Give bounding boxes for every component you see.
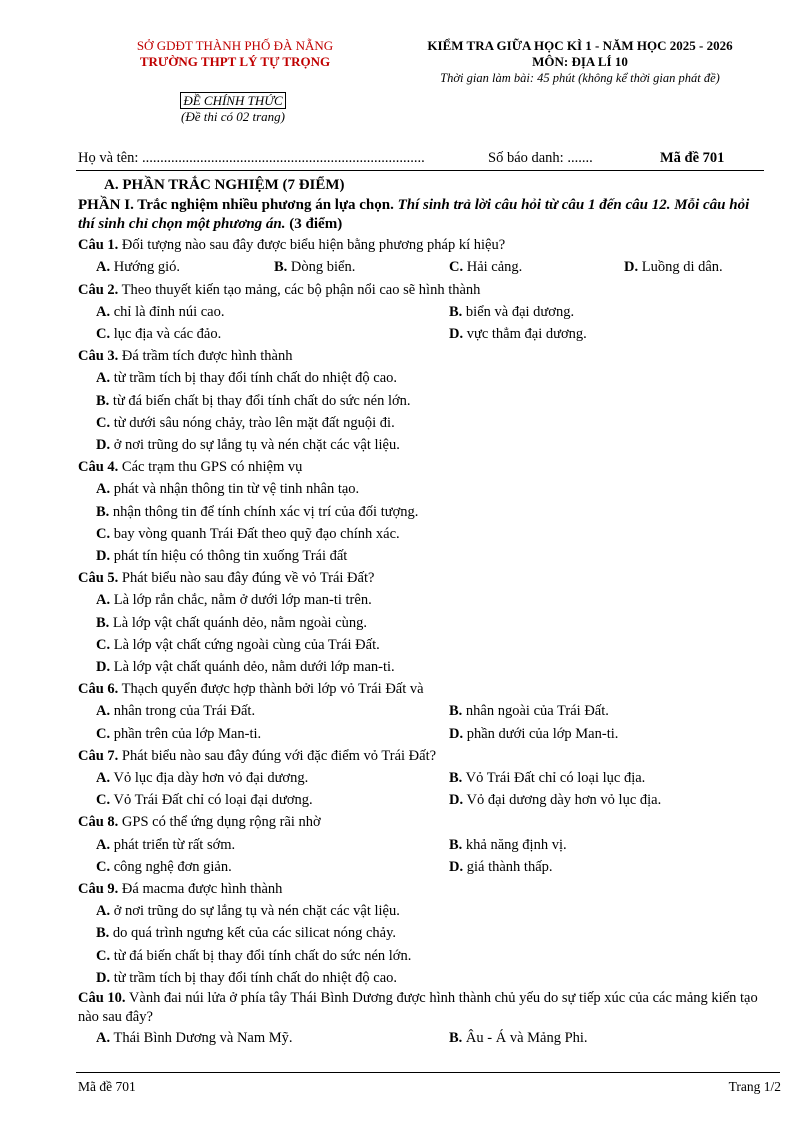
option-row (78, 301, 768, 323)
option-row (78, 523, 768, 545)
question-list (78, 234, 768, 1049)
answer-option (96, 637, 380, 653)
question-text: Vành đai núi lửa ở phía tây Thái Bình Dương được hình thành chủ yếu do sự tiếp xúc của các mảng kiến tạo nào sau đây? (78, 989, 758, 1025)
question-text: GPS có thể ứng dụng rộng rãi nhờ (118, 814, 321, 831)
question-text: Theo thuyết kiến tạo mảng, các bộ phận nổi cao sẽ hình thành (118, 281, 481, 298)
option-text: phần trên của lớp Man-ti. (113, 725, 262, 742)
pages-note: (Đề thi có 02 trang) (181, 109, 285, 124)
option-letter: D. (449, 325, 464, 342)
answer-option (96, 789, 313, 811)
option-text: Thái Bình Dương và Nam Mỹ. (113, 1029, 293, 1046)
option-letter: C. (96, 325, 111, 342)
option-letter: D. (96, 659, 111, 676)
answer-option (449, 700, 609, 722)
option-row (78, 589, 768, 611)
question-label: Câu 2. (78, 281, 119, 298)
option-row (78, 789, 768, 811)
answer-option (449, 256, 522, 278)
option-text: từ trầm tích bị thay đổi tính chất do nhiệt độ cao. (113, 969, 398, 986)
question-text: Đá trầm tích được hình thành (118, 348, 293, 365)
answer-option (449, 723, 618, 745)
option-letter: B. (449, 1029, 463, 1046)
option-text: Hải cảng. (466, 259, 523, 276)
answer-option (96, 437, 400, 453)
option-letter: A. (96, 592, 111, 609)
option-letter: A. (96, 259, 111, 276)
option-row (78, 434, 768, 456)
option-text: Luồng di dân. (641, 259, 723, 276)
answer-option (96, 1027, 293, 1049)
section-title: A. PHẦN TRẮC NGHIỆM (7 ĐIỂM) (104, 177, 345, 193)
option-text: từ trầm tích bị thay đổi tính chất do nhiệt độ cao. (113, 370, 398, 387)
answer-option (96, 700, 255, 722)
question-label: Câu 7. (78, 747, 119, 764)
option-row (78, 945, 768, 967)
question-text: Phát biểu nào sau đây đúng với đặc điểm vỏ Trái Đất? (118, 747, 437, 764)
option-letter: B. (96, 503, 110, 520)
option-text: nhân trong của Trái Đất. (113, 703, 256, 720)
school-name: TRƯỜNG THPT LÝ TỰ TRỌNG (139, 54, 331, 69)
option-letter: D. (624, 259, 639, 276)
time-note: Thời gian làm bài: 45 phút (không kể thời gian phát đề) (440, 71, 720, 85)
question (78, 678, 768, 700)
option-letter: A. (96, 481, 111, 498)
official-block (100, 92, 366, 125)
question-text: Đối tượng nào sau đây được biểu hiện bằng phương pháp kí hiệu? (118, 237, 506, 254)
answer-option (96, 767, 308, 789)
divider (76, 170, 764, 171)
question-label: Câu 6. (78, 681, 119, 698)
answer-option (96, 723, 261, 745)
option-letter: C. (96, 792, 111, 809)
option-letter: D. (449, 792, 464, 809)
question-label: Câu 1. (78, 237, 119, 254)
option-letter: A. (96, 836, 111, 853)
exam-body (78, 174, 768, 1049)
option-row (78, 412, 768, 434)
option-letter: A. (96, 370, 111, 387)
page-number: Trang 1/2 (728, 1079, 781, 1094)
answer-option (96, 834, 235, 856)
question-text: Các trạm thu GPS có nhiệm vụ (118, 459, 303, 476)
option-text: Là lớp vật chất quánh dẻo, nằm dưới lớp man-ti. (113, 659, 395, 676)
answer-option (449, 323, 587, 345)
option-text: phát và nhận thông tin từ vệ tinh nhân tạo. (113, 481, 360, 498)
option-letter: C. (96, 525, 111, 542)
option-letter: A. (96, 303, 111, 320)
option-row (78, 323, 768, 345)
question-text: Phát biểu nào sau đây đúng về vỏ Trái Đất? (118, 570, 375, 587)
question (78, 567, 768, 589)
option-letter: B. (96, 392, 110, 409)
option-text: nhân ngoài của Trái Đất. (465, 703, 609, 720)
option-letter: A. (96, 903, 111, 920)
option-letter: D. (96, 548, 111, 564)
option-row (78, 700, 768, 722)
option-text: Dòng biển. (290, 259, 356, 276)
option-row (78, 634, 768, 656)
option-text: biển và đại dương. (465, 303, 575, 320)
footer-code: Mã đề 701 (78, 1079, 136, 1094)
question-label: Câu 9. (78, 880, 119, 897)
answer-option (449, 1027, 588, 1049)
option-letter: D. (96, 436, 111, 453)
option-text: nhận thông tin để tính chính xác vị trí của đối tượng. (112, 503, 419, 520)
option-row (78, 256, 768, 278)
option-row (78, 501, 768, 523)
answer-option (96, 526, 400, 542)
option-row (78, 967, 768, 989)
option-row (78, 478, 768, 500)
option-letter: A. (96, 703, 111, 720)
question (78, 811, 768, 833)
option-letter: C. (449, 259, 464, 276)
option-row (78, 1027, 768, 1049)
option-letter: A. (96, 770, 111, 786)
option-text: ở nơi trũng do sự lắng tụ và nén chặt các vật liệu. (113, 903, 400, 920)
option-text: Hướng gió. (113, 259, 181, 276)
footer-divider (76, 1072, 780, 1073)
option-text: vực thẳm đại dương. (466, 325, 587, 342)
option-text: giá thành thấp. (466, 858, 553, 875)
answer-option (96, 415, 395, 431)
option-letter: B. (449, 836, 463, 853)
option-letter: B. (449, 703, 463, 720)
option-letter: D. (96, 969, 111, 986)
option-text: từ đá biến chất bị thay đổi tính chất do sức nén lớn. (113, 947, 412, 964)
option-text: Vỏ đại dương dày hơn vỏ lục địa. (466, 792, 662, 809)
option-text: Là lớp rắn chắc, nằm ở dưới lớp man-ti trên. (113, 592, 372, 609)
question-label: Câu 10. (78, 989, 126, 1006)
option-letter: C. (96, 636, 111, 653)
answer-option (96, 370, 397, 386)
part-points: (3 điểm) (285, 216, 343, 233)
exam-code: Mã đề 701 (660, 150, 725, 166)
option-text: công nghệ đơn giản. (113, 858, 232, 875)
option-letter: C. (96, 947, 111, 964)
option-letter: D. (449, 858, 464, 875)
question-label: Câu 5. (78, 570, 119, 587)
question-label: Câu 8. (78, 814, 119, 831)
option-row (78, 834, 768, 856)
option-row (78, 390, 768, 412)
option-text: từ đá biến chất bị thay đổi tính chất do sức nén lớn. (112, 392, 411, 409)
student-info (78, 150, 748, 168)
option-letter: B. (449, 770, 463, 786)
option-text: bay vòng quanh Trái Đất theo quỹ đạo chính xác. (113, 525, 400, 542)
option-letter: C. (96, 725, 111, 742)
option-text: Vỏ Trái Đất chỉ có loại lục địa. (465, 770, 646, 786)
answer-option (96, 659, 395, 675)
answer-option (96, 481, 359, 497)
question (78, 234, 768, 256)
answer-option (449, 789, 661, 811)
option-text: Vỏ Trái Đất chỉ có loại đại dương. (113, 792, 313, 809)
answer-option (96, 970, 397, 986)
name-field: Họ và tên: .............................................................................. (78, 150, 425, 166)
option-text: Vỏ lục địa dày hơn vỏ đại dương. (113, 770, 309, 786)
answer-option (96, 903, 400, 919)
option-text: phát tín hiệu có thông tin xuống Trái đất (113, 548, 348, 564)
answer-option (96, 393, 411, 409)
answer-option (96, 592, 372, 608)
option-letter: B. (449, 303, 463, 320)
question-text: Đá macma được hình thành (118, 880, 283, 897)
option-letter: B. (96, 925, 110, 942)
option-letter: B. (274, 259, 288, 276)
answer-option (449, 834, 567, 856)
question (78, 745, 768, 767)
option-letter: A. (96, 1029, 111, 1046)
option-letter: C. (96, 858, 111, 875)
option-text: chỉ là đỉnh núi cao. (113, 303, 225, 320)
option-text: Âu - Á và Mảng Phi. (465, 1029, 588, 1046)
option-text: lục địa và các đảo. (113, 325, 222, 342)
answer-option (96, 615, 367, 631)
question (78, 989, 768, 1027)
option-text: Là lớp vật chất quánh dẻo, nằm ngoài cùng. (112, 614, 368, 631)
option-letter: C. (96, 414, 111, 431)
question (78, 456, 768, 478)
option-text: do quá trình ngưng kết của các silicat nóng chảy. (112, 925, 397, 942)
answer-option (449, 767, 645, 789)
answer-option (274, 256, 355, 278)
answer-option (96, 504, 418, 520)
option-row (78, 612, 768, 634)
question (78, 279, 768, 301)
option-row (78, 856, 768, 878)
exam-header (410, 38, 750, 86)
option-row (78, 900, 768, 922)
question-text: Thạch quyển được hợp thành bởi lớp vỏ Trái Đất và (118, 681, 424, 698)
question (78, 878, 768, 900)
part-instructions (78, 196, 768, 234)
option-row (78, 367, 768, 389)
answer-option (96, 925, 396, 941)
answer-option (449, 856, 553, 878)
answer-option (96, 856, 232, 878)
school-header (100, 38, 370, 70)
option-text: phần dưới của lớp Man-ti. (466, 725, 619, 742)
option-text: ở nơi trũng do sự lắng tụ và nén chặt các vật liệu. (113, 436, 400, 453)
answer-option (624, 256, 723, 278)
option-row (78, 545, 768, 567)
answer-option (96, 301, 224, 323)
answer-option (96, 256, 180, 278)
option-row (78, 723, 768, 745)
option-letter: B. (96, 614, 110, 631)
option-row (78, 922, 768, 944)
option-text: khả năng định vị. (465, 836, 567, 853)
official-stamp: ĐỀ CHÍNH THỨC (180, 92, 285, 109)
candidate-number-field: Số báo danh: ....... (488, 150, 593, 166)
option-text: từ dưới sâu nóng chảy, trào lên mặt đất nguội đi. (113, 414, 395, 431)
department-name: SỞ GDĐT THÀNH PHỐ ĐÀ NẴNG (136, 38, 334, 53)
option-letter: D. (449, 725, 464, 742)
part-lead: PHẦN I. Trắc nghiệm nhiều phương án lựa chọn. (78, 197, 398, 214)
answer-option (96, 548, 347, 564)
answer-option (96, 948, 411, 964)
question (78, 345, 768, 367)
answer-option (449, 301, 574, 323)
exam-title: KIỂM TRA GIỮA HỌC KÌ 1 - NĂM HỌC 2025 - 2026 (427, 38, 733, 53)
question-label: Câu 4. (78, 459, 119, 476)
subject-name: MÔN: ĐỊA LÍ 10 (532, 54, 628, 69)
option-text: Là lớp vật chất cứng ngoài cùng của Trái Đất. (113, 636, 380, 653)
option-text: phát triển từ rất sớm. (113, 836, 236, 853)
option-row (78, 656, 768, 678)
part-italic: Thí sinh trả lời câu hỏi từ câu 1 đến câu 12. Mỗi câu hỏi thí sinh chỉ chọn một phương án. (78, 197, 750, 233)
option-row (78, 767, 768, 789)
question-label: Câu 3. (78, 348, 119, 365)
answer-option (96, 323, 221, 345)
